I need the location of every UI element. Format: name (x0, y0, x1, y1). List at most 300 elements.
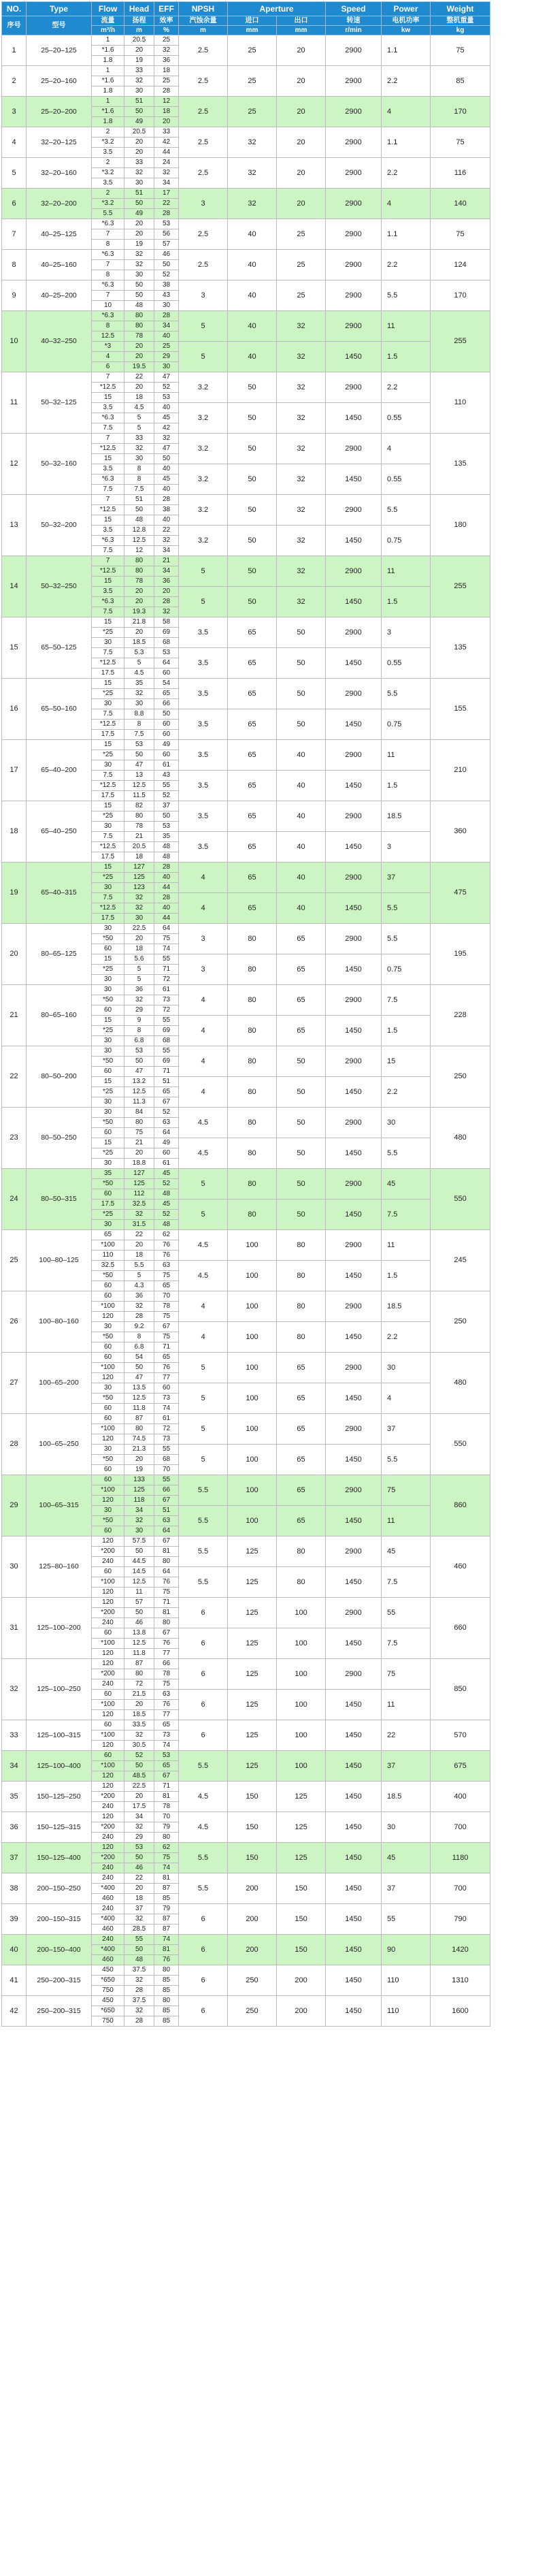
outlet-value: 200 (277, 1965, 326, 1996)
flow-value: 7 (92, 260, 124, 270)
outlet-value: 150 (277, 1904, 326, 1935)
flow-value: 30 (92, 1445, 124, 1455)
pump-type: 150–125–250 (27, 1782, 92, 1812)
weight-value: 170 (431, 280, 490, 311)
npsh-value: 6 (179, 1904, 228, 1935)
flow-value: 120 (92, 1373, 124, 1383)
head-value: 125 (124, 1179, 154, 1189)
eff-value: 64 (154, 924, 179, 934)
row-number: 33 (2, 1720, 27, 1751)
outlet-value: 125 (277, 1843, 326, 1873)
power-value: 5.5 (382, 679, 431, 709)
power-value: 18.5 (382, 1782, 431, 1812)
eff-value: 25 (154, 35, 179, 46)
head-value: 51 (124, 495, 154, 505)
npsh-value: 3.2 (179, 372, 228, 403)
eff-value: 42 (154, 138, 179, 148)
eff-value: 73 (154, 1730, 179, 1741)
head-value: 30 (124, 914, 154, 924)
outlet-value: 65 (277, 1475, 326, 1506)
row-number: 4 (2, 127, 27, 158)
head-value: 32 (124, 260, 154, 270)
flow-value: 120 (92, 1434, 124, 1445)
eff-value: 55 (154, 1475, 179, 1485)
head-value: 8 (124, 464, 154, 474)
flow-value: *25 (92, 750, 124, 760)
eff-value: 60 (154, 1383, 179, 1394)
inlet-value: 125 (228, 1567, 277, 1598)
flow-value: *100 (92, 1240, 124, 1251)
head-value: 32 (124, 1516, 154, 1526)
head-value: 18 (124, 852, 154, 863)
flow-value: *100 (92, 1700, 124, 1710)
speed-value: 2900 (326, 924, 382, 954)
outlet-value: 40 (277, 863, 326, 893)
power-value: 1.5 (382, 587, 431, 617)
row-number: 16 (2, 679, 27, 740)
table-row (2, 189, 550, 199)
head-value: 12.5 (124, 536, 154, 546)
flow-value: 60 (92, 1342, 124, 1353)
head-value: 50 (124, 1547, 154, 1557)
outlet-value: 200 (277, 1996, 326, 2027)
npsh-value: 4 (179, 985, 228, 1016)
flow-value: 460 (92, 1925, 124, 1935)
head-value: 13 (124, 771, 154, 781)
power-value: 11 (382, 740, 431, 771)
eff-value: 78 (154, 1669, 179, 1679)
row-number: 21 (2, 985, 27, 1046)
eff-value: 53 (154, 219, 179, 229)
eff-value: 40 (154, 403, 179, 413)
head-value: 50 (124, 1608, 154, 1618)
eff-value: 71 (154, 1342, 179, 1353)
outlet-value: 100 (277, 1690, 326, 1720)
eff-value: 64 (154, 1567, 179, 1577)
outlet-value: 32 (277, 311, 326, 342)
flow-value: 60 (92, 1567, 124, 1577)
table-row (2, 801, 550, 811)
flow-value: 60 (92, 944, 124, 954)
eff-value: 45 (154, 1200, 179, 1210)
outlet-value: 50 (277, 648, 326, 679)
eff-value: 42 (154, 423, 179, 434)
flow-value: 17.5 (92, 852, 124, 863)
head-value: 50 (124, 1363, 154, 1373)
eff-value: 72 (154, 1005, 179, 1016)
inlet-value: 100 (228, 1506, 277, 1536)
inlet-value: 100 (228, 1445, 277, 1475)
table-body (2, 35, 550, 2027)
pump-type: 40–25–160 (27, 250, 92, 280)
inlet-value: 100 (228, 1261, 277, 1291)
flow-value: 8 (92, 321, 124, 332)
flow-value: *400 (92, 1884, 124, 1894)
header-head-unit: m (124, 26, 154, 35)
flow-value: 7.5 (92, 771, 124, 781)
head-value: 35 (124, 679, 154, 689)
power-value: 2.2 (382, 250, 431, 280)
head-value: 48 (124, 515, 154, 526)
inlet-value: 100 (228, 1414, 277, 1445)
head-value: 20 (124, 1148, 154, 1159)
header-eff-unit: % (154, 26, 179, 35)
eff-value: 75 (154, 1588, 179, 1598)
power-value: 75 (382, 1475, 431, 1506)
power-value: 7.5 (382, 1628, 431, 1659)
flow-value: 30 (92, 1108, 124, 1118)
table-row (2, 1536, 550, 1547)
eff-value: 67 (154, 1536, 179, 1547)
inlet-value: 65 (228, 648, 277, 679)
speed-value: 2900 (326, 740, 382, 771)
npsh-value: 3 (179, 924, 228, 954)
eff-value: 55 (154, 1016, 179, 1026)
outlet-value: 125 (277, 1812, 326, 1843)
speed-value: 2900 (326, 219, 382, 250)
weight-value: 116 (431, 158, 490, 189)
outlet-value: 65 (277, 1506, 326, 1536)
header-outlet-cn: 出口 (277, 16, 326, 26)
power-value: 37 (382, 1751, 431, 1782)
speed-value: 1450 (326, 526, 382, 556)
flow-value: *12.5 (92, 720, 124, 730)
outlet-value: 65 (277, 1353, 326, 1383)
flow-value: 32.5 (92, 1261, 124, 1271)
row-number: 15 (2, 617, 27, 679)
weight-value: 210 (431, 740, 490, 801)
head-value: 20 (124, 1700, 154, 1710)
inlet-value: 50 (228, 495, 277, 526)
weight-value: 675 (431, 1751, 490, 1782)
flow-value: *6.3 (92, 250, 124, 260)
flow-value: *25 (92, 1026, 124, 1036)
head-value: 12.5 (124, 1639, 154, 1649)
speed-value: 2900 (326, 1291, 382, 1322)
header-type-cn: 型号 (27, 16, 92, 35)
flow-value: *12.5 (92, 842, 124, 852)
inlet-value: 80 (228, 1138, 277, 1169)
outlet-value: 32 (277, 526, 326, 556)
weight-value: 660 (431, 1598, 490, 1659)
head-value: 32 (124, 2006, 154, 2016)
eff-value: 70 (154, 1812, 179, 1822)
head-value: 32 (124, 1822, 154, 1833)
header-spacer (490, 26, 550, 35)
head-value: 112 (124, 1189, 154, 1200)
eff-value: 80 (154, 1557, 179, 1567)
weight-value: 250 (431, 1046, 490, 1108)
header-weight: Weight (431, 2, 490, 16)
eff-value: 52 (154, 791, 179, 801)
header-flow: Flow (92, 2, 124, 16)
power-value: 7.5 (382, 985, 431, 1016)
flow-value: *50 (92, 1332, 124, 1342)
inlet-value: 80 (228, 954, 277, 985)
flow-value: *400 (92, 1945, 124, 1955)
eff-value: 51 (154, 1077, 179, 1087)
power-value: 37 (382, 1873, 431, 1904)
eff-value: 40 (154, 485, 179, 495)
head-value: 20 (124, 587, 154, 597)
eff-value: 53 (154, 648, 179, 658)
head-value: 29 (124, 1005, 154, 1016)
speed-value: 2900 (326, 863, 382, 893)
head-value: 118 (124, 1496, 154, 1506)
eff-value: 40 (154, 515, 179, 526)
npsh-value: 5.5 (179, 1536, 228, 1567)
flow-value: *200 (92, 1853, 124, 1863)
speed-value: 1450 (326, 1751, 382, 1782)
flow-value: 60 (92, 1751, 124, 1761)
header-type: Type (27, 2, 92, 16)
pump-type: 50–32–160 (27, 434, 92, 495)
eff-value: 81 (154, 1945, 179, 1955)
head-value: 72 (124, 1679, 154, 1690)
head-value: 12.5 (124, 1394, 154, 1404)
eff-value: 37 (154, 801, 179, 811)
row-number: 11 (2, 372, 27, 434)
speed-value: 1450 (326, 1812, 382, 1843)
npsh-value: 4 (179, 1016, 228, 1046)
head-value: 18 (124, 1894, 154, 1904)
npsh-value: 3.5 (179, 617, 228, 648)
power-value: 2.2 (382, 372, 431, 403)
npsh-value: 4.5 (179, 1812, 228, 1843)
head-value: 20 (124, 219, 154, 229)
head-value: 8 (124, 720, 154, 730)
row-number: 39 (2, 1904, 27, 1935)
flow-value: 7 (92, 291, 124, 301)
eff-value: 40 (154, 332, 179, 342)
eff-value: 85 (154, 1894, 179, 1904)
outlet-value: 65 (277, 954, 326, 985)
head-value: 20 (124, 342, 154, 352)
power-value: 1.1 (382, 219, 431, 250)
head-value: 19.5 (124, 362, 154, 372)
weight-value: 75 (431, 219, 490, 250)
flow-value: *200 (92, 1669, 124, 1679)
power-value: 45 (382, 1536, 431, 1567)
power-value: 18.5 (382, 801, 431, 832)
table-header (2, 2, 550, 35)
power-value: 90 (382, 1935, 431, 1965)
head-value: 53 (124, 740, 154, 750)
power-value: 1.1 (382, 127, 431, 158)
head-value: 7.5 (124, 485, 154, 495)
speed-value: 1450 (326, 1016, 382, 1046)
npsh-value: 3.2 (179, 403, 228, 434)
npsh-value: 6 (179, 1598, 228, 1628)
pump-type: 40–25–200 (27, 280, 92, 311)
eff-value: 65 (154, 1720, 179, 1730)
pump-type: 32–20–200 (27, 189, 92, 219)
head-value: 50 (124, 1761, 154, 1771)
npsh-value: 5 (179, 1445, 228, 1475)
flow-value: 30 (92, 883, 124, 893)
speed-value: 1450 (326, 1720, 382, 1751)
inlet-value: 200 (228, 1935, 277, 1965)
npsh-value: 4 (179, 1077, 228, 1108)
head-value: 28 (124, 1312, 154, 1322)
pump-type: 80–50–200 (27, 1046, 92, 1108)
weight-value: 700 (431, 1812, 490, 1843)
header-outlet-unit: mm (277, 26, 326, 35)
flow-value: 30 (92, 1322, 124, 1332)
head-value: 5 (124, 423, 154, 434)
flow-value: 60 (92, 1291, 124, 1302)
eff-value: 47 (154, 372, 179, 383)
speed-value: 1450 (326, 1628, 382, 1659)
speed-value: 2900 (326, 495, 382, 526)
head-value: 20 (124, 628, 154, 638)
power-value: 37 (382, 863, 431, 893)
power-value: 4 (382, 97, 431, 127)
eff-value: 69 (154, 1026, 179, 1036)
npsh-value: 2.5 (179, 250, 228, 280)
eff-value: 33 (154, 127, 179, 138)
row-number: 26 (2, 1291, 27, 1353)
flow-value: *50 (92, 1271, 124, 1281)
speed-value: 1450 (326, 403, 382, 434)
head-value: 33 (124, 66, 154, 76)
table-row (2, 158, 550, 168)
flow-value: 15 (92, 393, 124, 403)
inlet-value: 50 (228, 403, 277, 434)
eff-value: 44 (154, 148, 179, 158)
outlet-value: 20 (277, 158, 326, 189)
row-number: 12 (2, 434, 27, 495)
flow-value: 120 (92, 1312, 124, 1322)
eff-value: 74 (154, 1935, 179, 1945)
npsh-value: 3.2 (179, 495, 228, 526)
flow-value: *3.2 (92, 168, 124, 178)
eff-value: 67 (154, 1097, 179, 1108)
weight-value: 170 (431, 97, 490, 127)
speed-value: 1450 (326, 1200, 382, 1230)
head-value: 34 (124, 1506, 154, 1516)
pump-type: 65–50–125 (27, 617, 92, 679)
eff-value: 85 (154, 1976, 179, 1986)
eff-value: 71 (154, 1067, 179, 1077)
head-value: 50 (124, 1945, 154, 1955)
table-row (2, 1291, 550, 1302)
flow-value: 460 (92, 1955, 124, 1965)
eff-value: 70 (154, 1291, 179, 1302)
pump-type: 100–65–250 (27, 1414, 92, 1475)
head-value: 32 (124, 1302, 154, 1312)
flow-value: *200 (92, 1547, 124, 1557)
head-value: 87 (124, 1414, 154, 1424)
eff-value: 63 (154, 1516, 179, 1526)
speed-value: 2900 (326, 1108, 382, 1138)
speed-value: 2900 (326, 1536, 382, 1567)
row-number: 30 (2, 1536, 27, 1598)
flow-value: 15 (92, 617, 124, 628)
speed-value: 2900 (326, 1598, 382, 1628)
inlet-value: 100 (228, 1291, 277, 1322)
row-number: 32 (2, 1659, 27, 1720)
flow-value: 15 (92, 577, 124, 587)
flow-value: *3.2 (92, 199, 124, 209)
flow-value: *1.6 (92, 46, 124, 56)
eff-value: 80 (154, 1618, 179, 1628)
flow-value: 35 (92, 1169, 124, 1179)
outlet-value: 20 (277, 66, 326, 97)
table-row (2, 1046, 550, 1057)
weight-value: 1600 (431, 1996, 490, 2027)
row-number: 5 (2, 158, 27, 189)
header-power-unit: kw (382, 26, 431, 35)
speed-value: 2900 (326, 1353, 382, 1383)
row-number: 20 (2, 924, 27, 985)
table-row (2, 556, 550, 566)
flow-value: *12.5 (92, 903, 124, 914)
inlet-value: 40 (228, 280, 277, 311)
inlet-value: 250 (228, 1965, 277, 1996)
head-value: 44.5 (124, 1557, 154, 1567)
table-row (2, 219, 550, 229)
eff-value: 62 (154, 1230, 179, 1240)
head-value: 12.5 (124, 781, 154, 791)
head-value: 18.8 (124, 1159, 154, 1169)
flow-value: 65 (92, 1230, 124, 1240)
header-eff-cn: 效率 (154, 16, 179, 26)
table-row (2, 1230, 550, 1240)
head-value: 8 (124, 1026, 154, 1036)
eff-value: 54 (154, 679, 179, 689)
eff-value: 44 (154, 914, 179, 924)
outlet-value: 32 (277, 434, 326, 464)
flow-value: *6.3 (92, 413, 124, 423)
flow-value: 3.5 (92, 148, 124, 158)
flow-value: 15 (92, 515, 124, 526)
weight-value: 460 (431, 1536, 490, 1598)
speed-value: 1450 (326, 1077, 382, 1108)
inlet-value: 40 (228, 250, 277, 280)
inlet-value: 50 (228, 526, 277, 556)
row-number: 22 (2, 1046, 27, 1108)
outlet-value: 150 (277, 1873, 326, 1904)
head-value: 11.5 (124, 791, 154, 801)
head-value: 19.3 (124, 607, 154, 617)
flow-value: 750 (92, 2016, 124, 2027)
inlet-value: 100 (228, 1475, 277, 1506)
power-value: 55 (382, 1904, 431, 1935)
flow-value: 3.5 (92, 464, 124, 474)
eff-value: 20 (154, 117, 179, 127)
head-value: 34 (124, 1812, 154, 1822)
flow-value: 4 (92, 352, 124, 362)
head-value: 5.3 (124, 648, 154, 658)
head-value: 20 (124, 229, 154, 240)
weight-value: 180 (431, 495, 490, 556)
eff-value: 79 (154, 1904, 179, 1914)
power-value: 3 (382, 617, 431, 648)
flow-value: 60 (92, 1690, 124, 1700)
pump-spec-table (1, 1, 550, 2027)
speed-value: 1450 (326, 1782, 382, 1812)
header-speed-cn: 转速 (326, 16, 382, 26)
flow-value: 1.8 (92, 86, 124, 97)
flow-value: *50 (92, 1516, 124, 1526)
inlet-value: 25 (228, 97, 277, 127)
speed-value: 2900 (326, 189, 382, 219)
eff-value: 28 (154, 597, 179, 607)
flow-value: 30 (92, 1097, 124, 1108)
row-number: 1 (2, 35, 27, 66)
eff-value: 28 (154, 311, 179, 321)
